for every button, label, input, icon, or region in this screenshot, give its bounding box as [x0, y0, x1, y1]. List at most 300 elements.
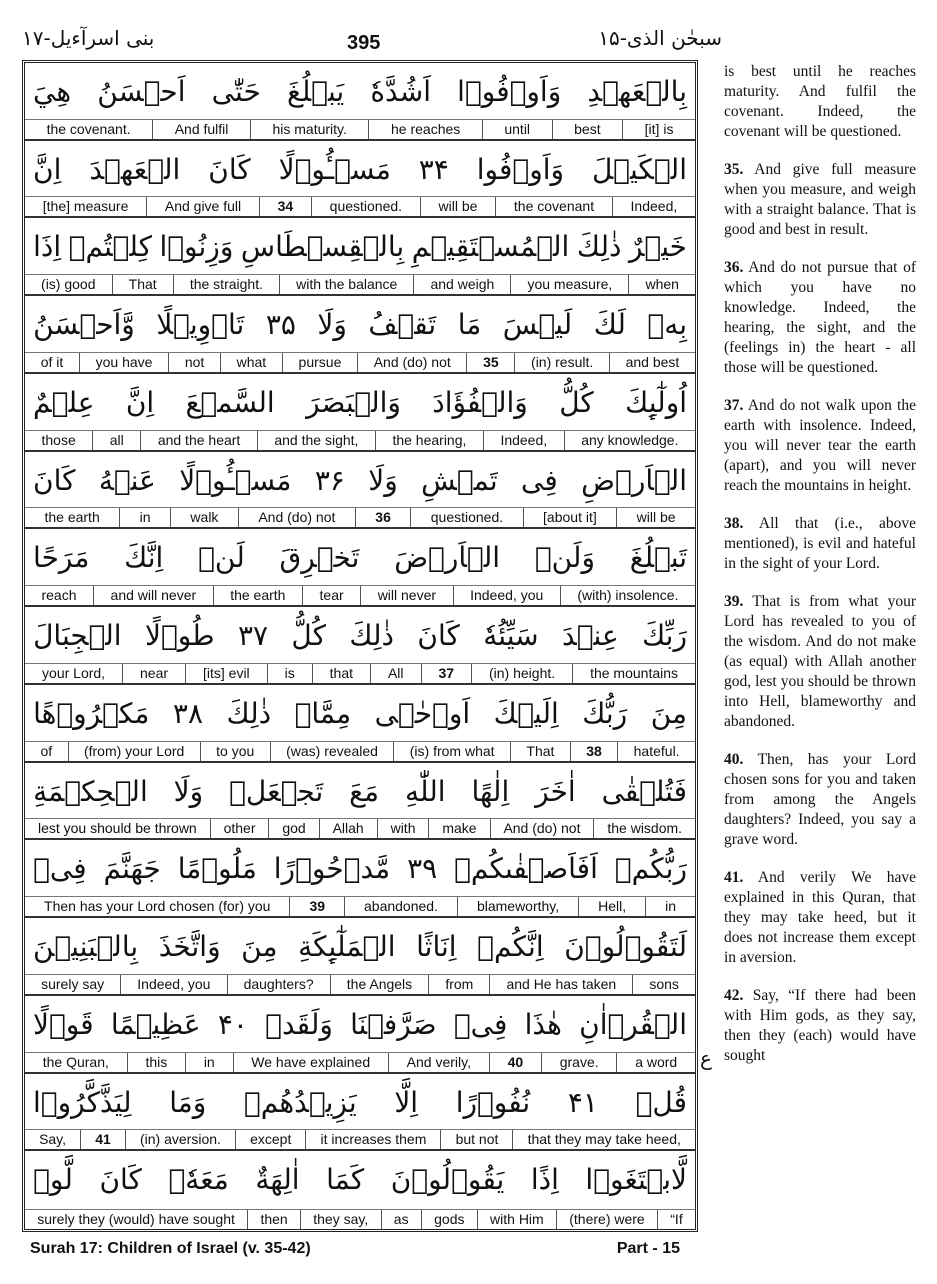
- word-translation: gods: [421, 1210, 477, 1229]
- arabic-word: تَقۡفُ: [368, 308, 437, 342]
- word-translation: the wisdom.: [593, 819, 695, 838]
- word-translation: to you: [200, 742, 270, 761]
- arabic-word: ذٰلِكَ: [576, 230, 622, 264]
- word-translation: as: [381, 1210, 421, 1229]
- arabic-word: اَفَاَصۡفٰٮكُمۡ: [454, 852, 598, 886]
- word-translation: any knowledge.: [564, 431, 695, 450]
- arabic-word: مَكۡرُوۡهًا: [33, 696, 150, 730]
- footer-surah-title: Surah 17: Children of Israel (v. 35-42): [30, 1240, 311, 1257]
- word-translation: abandoned.: [344, 897, 457, 916]
- word-translation: daughters?: [227, 975, 330, 994]
- word-translation: when: [628, 275, 695, 294]
- verse-row: [25, 452, 695, 530]
- word-translation: other: [210, 819, 269, 838]
- arabic-word: تَجۡعَلۡ: [229, 774, 324, 808]
- verse-translation-text: Say, “If there had been with Him gods, as they say, then they (each) would have sought: [724, 987, 917, 1064]
- arabic-word: مَا: [457, 308, 482, 342]
- arabic-word: ذٰلِكَ: [226, 696, 272, 730]
- word-translation-line: [25, 974, 695, 994]
- verse-translation-text: is best until he reaches maturity. And fulfil the covenant. Indeed, the covenant will be questioned.: [724, 63, 916, 140]
- arabic-word: كُلُّ: [291, 619, 326, 653]
- word-translation: (was) revealed: [270, 742, 394, 761]
- verse-translation: [724, 592, 916, 732]
- arabic-word: بِالۡقِسۡطَاسِ: [240, 230, 405, 264]
- arabic-word: كُلُّ: [559, 385, 594, 419]
- word-translation: and the sight,: [257, 431, 375, 450]
- arabic-line: [25, 996, 695, 1054]
- arabic-word: رَبُّكُمۡ: [614, 852, 687, 886]
- arabic-word: ۳۷: [237, 619, 269, 653]
- word-translation-line: [25, 818, 695, 838]
- word-translation: you have: [79, 353, 168, 372]
- word-translation: the hearing,: [375, 431, 483, 450]
- verse-translation: [724, 258, 916, 378]
- arabic-word: صَرَّفۡنَا: [350, 1007, 437, 1041]
- arabic-word: عَنۡهُ: [98, 463, 156, 497]
- word-translation: except: [235, 1130, 305, 1149]
- verse-translation-number: 39.: [724, 593, 744, 610]
- word-translation: and He has taken: [489, 975, 632, 994]
- arabic-word: لَتَقُوۡلُوۡنَ: [564, 930, 687, 964]
- verse-translation-text: That is from what your Lord has revealed to you of the wisdom. And do not make (as equal) with Allah another god, lest you should be thrown into Hell, blameworthy and abandoned.: [724, 593, 916, 730]
- arabic-line: [25, 63, 695, 121]
- arabic-line: [25, 529, 695, 587]
- arabic-word: عِنۡدَ: [562, 619, 619, 653]
- word-translation: god: [268, 819, 318, 838]
- arabic-line: [25, 374, 695, 432]
- arabic-line: [25, 218, 695, 276]
- word-translation: from: [428, 975, 489, 994]
- verse-row: [25, 763, 695, 841]
- arabic-word: جَهَنَّمَ: [103, 852, 161, 886]
- word-translation: the earth: [44, 509, 100, 526]
- verse-translation-text: And do not walk upon the earth with insolence. Indeed, you will never tear the earth (apart), and you will never reach the mountains in height.: [724, 397, 916, 494]
- arabic-word: اِذَا: [33, 230, 62, 264]
- arabic-word: فِى: [521, 463, 558, 497]
- word-translation: best: [552, 120, 623, 139]
- word-translation: and the heart: [140, 431, 257, 450]
- arabic-word: ۳۴: [418, 152, 449, 186]
- verse-row: [25, 996, 695, 1074]
- arabic-word: وَلَقَدۡ: [265, 1007, 333, 1041]
- word-translation: (there) were: [556, 1210, 657, 1229]
- arabic-word: اَوۡحٰۤى: [374, 696, 471, 730]
- verse-translation: [724, 514, 916, 574]
- arabic-word: ۳۵: [265, 308, 296, 342]
- verse-translation: [724, 986, 916, 1066]
- arabic-word: الۡكَيۡلَ: [591, 152, 687, 186]
- word-translation: (from) your Lord: [68, 742, 200, 761]
- arabic-word: يَبۡلُغَ: [286, 75, 345, 108]
- arabic-word: الۡقُرۡاٰنِ: [579, 1007, 687, 1041]
- arabic-word: ذٰلِكَ: [349, 619, 394, 653]
- arabic-line: [25, 918, 695, 976]
- word-translation-line: [25, 741, 695, 761]
- arabic-word: مَلُوۡمًا: [177, 852, 257, 886]
- arabic-word: هِيَ: [33, 75, 72, 108]
- word-translation: reach: [41, 587, 77, 604]
- arabic-word: الۡحِكۡمَةِ: [33, 774, 148, 808]
- word-translation: they say,: [300, 1210, 381, 1229]
- verse-number: 34: [259, 197, 311, 216]
- arabic-word: تَاۡوِيۡلًا: [156, 308, 245, 342]
- word-translation: hateful.: [617, 742, 695, 761]
- word-translation: surely say: [41, 975, 105, 992]
- arabic-word: اِنَّكَ: [124, 541, 164, 575]
- word-translation: (in) height.: [471, 664, 572, 683]
- word-translation: will be: [616, 508, 695, 527]
- arabic-word: اللّٰهِ: [404, 774, 446, 808]
- arabic-word: اَشُدَّهٗ: [370, 75, 431, 108]
- word-translation-line: [25, 507, 695, 527]
- verse-row: [25, 918, 695, 996]
- verse-row: [25, 685, 695, 763]
- verse-row: [25, 374, 695, 452]
- page-footer: [30, 1240, 680, 1266]
- arabic-word: اِنَّكُمۡ: [477, 930, 544, 964]
- word-translation: with the balance: [279, 275, 413, 294]
- arabic-word: اٰخَرَ: [535, 774, 576, 808]
- word-translation: this: [127, 1053, 185, 1072]
- arabic-word: لَيۡسَ: [502, 308, 573, 342]
- arabic-word: مَّدۡحُوۡرًا: [273, 852, 391, 886]
- arabic-word: مِنَ: [241, 930, 278, 964]
- word-translation: then: [247, 1210, 300, 1229]
- word-translation: a word: [616, 1053, 695, 1072]
- word-translation: near: [122, 664, 185, 683]
- arabic-word: اٰلِهَةٌ: [255, 1163, 300, 1197]
- arabic-word: الۡاَرۡضَ: [394, 541, 501, 575]
- arabic-word: وَلَا: [368, 463, 398, 497]
- arabic-word: اَحۡسَنُ: [97, 75, 186, 108]
- arabic-word: مَعَ: [349, 774, 380, 808]
- word-translation: walk: [170, 508, 238, 527]
- verse-row: [25, 1074, 695, 1152]
- arabic-line: [25, 1151, 695, 1209]
- verse-row: [25, 607, 695, 685]
- arabic-word: تَخۡرِقَ: [279, 541, 360, 575]
- verse-translation-number: 38.: [724, 515, 744, 532]
- word-translation: surely they (would) have sought: [37, 1210, 235, 1227]
- arabic-word: سَيِّئُهٗ: [483, 619, 539, 653]
- word-translation: what: [220, 353, 282, 372]
- footer-part: Part - 15: [616, 1240, 680, 1257]
- verse-translation: [724, 868, 916, 968]
- arabic-word: كَمَا: [326, 1163, 365, 1197]
- arabic-word: اِلَّا: [394, 1085, 419, 1119]
- word-translation: We have explained: [233, 1053, 388, 1072]
- word-translation: “If: [657, 1210, 695, 1229]
- arabic-word: قَوۡلًا: [33, 1007, 94, 1041]
- arabic-word: الۡمَلٰٓٮِٕكَةِ: [298, 930, 396, 964]
- word-translation: That: [112, 275, 173, 294]
- word-translation: And (do) not: [357, 353, 466, 372]
- word-translation: blameworthy,: [457, 897, 578, 916]
- verse-number: 40: [489, 1053, 541, 1072]
- arabic-word: ۳۶: [314, 463, 345, 497]
- arabic-word: طُوۡلًا: [145, 619, 215, 653]
- ruku-mark: ع: [700, 1046, 712, 1070]
- arabic-word: ۴۱: [567, 1085, 598, 1119]
- word-translation-line: [25, 1052, 695, 1072]
- translation-column: [724, 62, 916, 1084]
- word-translation: (is) good: [41, 276, 96, 293]
- arabic-word: مِمَّاۤ: [294, 696, 352, 730]
- word-translation: that: [312, 664, 370, 683]
- word-translation: questioned.: [311, 197, 420, 216]
- arabic-word: رَبِّكَ: [642, 619, 687, 653]
- arabic-word: كَانَ: [33, 463, 76, 497]
- arabic-word: كِلۡتُمۡ: [68, 230, 152, 264]
- verse-translation: [724, 160, 916, 240]
- word-translation-line: [25, 1129, 695, 1149]
- arabic-word: تَمۡشِ: [421, 463, 498, 497]
- arabic-word: نُفُوۡرًا: [455, 1085, 531, 1119]
- word-translation-line: [25, 1209, 695, 1229]
- header-surah-name: بنی اسرآءیل-۱۷: [22, 26, 155, 50]
- word-translation: And verily,: [388, 1053, 489, 1072]
- arabic-word: اِذًا: [530, 1163, 559, 1197]
- word-translation: is: [267, 664, 312, 683]
- word-translation: pursue: [282, 353, 357, 372]
- arabic-word: فِىۡ: [453, 1007, 508, 1041]
- word-translation: the straight.: [173, 275, 279, 294]
- arabic-word: بِالۡبَنِيۡنَ: [33, 930, 139, 964]
- arabic-word: وَزِنُوۡا: [159, 230, 234, 264]
- arabic-word: الۡمُسۡتَقِيۡمِ: [411, 230, 570, 264]
- word-translation: Indeed,: [483, 431, 564, 450]
- word-translation: grave.: [541, 1053, 616, 1072]
- word-translation: Indeed, you: [453, 586, 560, 605]
- verse-translation-number: 40.: [724, 751, 744, 768]
- arabic-word: اُولٰٓٮِٕكَ: [625, 385, 687, 419]
- arabic-word: مَرَحًا: [33, 541, 90, 575]
- arabic-word: لَّوۡ: [33, 1163, 73, 1197]
- word-translation: and will never: [93, 586, 213, 605]
- arabic-line: [25, 840, 695, 898]
- word-translation: sons: [632, 975, 695, 994]
- arabic-word: بِالۡعَهۡدِ: [587, 75, 687, 108]
- arabic-line: [25, 452, 695, 510]
- word-translation: And (do) not: [238, 508, 355, 527]
- word-translation: he reaches: [368, 120, 481, 139]
- arabic-word: وَاَوۡفُوۡا: [457, 75, 562, 108]
- verse-number: 36: [355, 508, 410, 527]
- arabic-word: وَاتَّخَذَ: [158, 930, 221, 964]
- arabic-word: وَاَوۡفُوا: [476, 152, 565, 186]
- arabic-word: الۡجِبَالَ: [33, 619, 122, 653]
- arabic-word: يَقُوۡلُوۡنَ: [390, 1163, 505, 1197]
- word-translation: with Him: [477, 1210, 556, 1229]
- word-translation-line: [25, 585, 695, 605]
- word-translation-line: [25, 274, 695, 294]
- arabic-word: حَتّٰى: [211, 75, 261, 108]
- word-translation: Allah: [319, 819, 377, 838]
- verse-translation: [724, 396, 916, 496]
- word-translation: and weigh: [413, 275, 510, 294]
- verse-translation-text: And give full measure when you measure, and weigh with a straight balance. That is good and best in result.: [724, 161, 916, 238]
- word-translation: but not: [440, 1130, 512, 1149]
- verse-translation-number: 42.: [724, 987, 744, 1004]
- word-translation: in: [645, 897, 695, 916]
- page-header: [22, 22, 722, 60]
- arabic-word: كَانَ: [99, 1163, 142, 1197]
- arabic-word: اِلَيۡكَ: [493, 696, 559, 730]
- verse-translation-number: 36.: [724, 259, 744, 276]
- word-translation: the covenant: [495, 197, 612, 216]
- word-translation: make: [428, 819, 489, 838]
- arabic-word: عِلۡمٌ: [33, 385, 95, 419]
- quran-text-box: [22, 60, 698, 1232]
- arabic-word: اِنَّ: [33, 152, 62, 186]
- arabic-word: يَزِيۡدُهُمۡ: [243, 1085, 357, 1119]
- verse-translation-text: All that (i.e., above mentioned), is evil and hateful in the sight of your Lord.: [724, 515, 916, 572]
- arabic-word: مَسۡـُٔوۡلًا: [179, 463, 292, 497]
- word-translation: [about it]: [523, 508, 617, 527]
- verse-number: 35: [466, 353, 514, 372]
- arabic-word: هٰذَا: [524, 1007, 562, 1041]
- arabic-word: وَالۡبَصَرَ: [306, 385, 401, 419]
- word-translation: the Quran,: [42, 1053, 109, 1070]
- arabic-word: فَتُلۡقٰى: [601, 774, 687, 808]
- verse-translation-number: 35.: [724, 161, 744, 178]
- verse-translation: [724, 62, 916, 142]
- word-translation: [it] is: [622, 120, 695, 139]
- word-translation: And (do) not: [490, 819, 594, 838]
- word-translation: That: [510, 742, 570, 761]
- arabic-word: عَظِيۡمًا: [110, 1007, 201, 1041]
- word-translation: All: [370, 664, 421, 683]
- word-translation: you measure,: [510, 275, 628, 294]
- word-translation: that they may take heed,: [512, 1130, 695, 1149]
- arabic-word: فِىۡ: [33, 852, 87, 886]
- word-translation: of: [40, 742, 53, 759]
- verse-translation-text: Then, has your Lord chosen sons for you and taken from among the Angels daughters? Indeed, you say a grave word.: [724, 751, 916, 848]
- word-translation: his maturity.: [250, 120, 369, 139]
- word-translation: Indeed,: [612, 197, 695, 216]
- word-translation-line: [25, 196, 695, 216]
- word-translation-line: [25, 119, 695, 139]
- verse-translation-number: 41.: [724, 869, 744, 886]
- arabic-word: قُلۡ: [635, 1085, 687, 1119]
- word-translation: it increases them: [305, 1130, 440, 1149]
- verse-translation-text: And verily We have explained in this Quran, that they may take heed, but it does not increase them except in aversion.: [724, 869, 916, 966]
- word-translation-line: [25, 352, 695, 372]
- arabic-word: مَسۡـُٔوۡلًا: [278, 152, 391, 186]
- arabic-word: وَّاَحۡسَنُ: [33, 308, 135, 342]
- arabic-word: وَلَا: [317, 308, 347, 342]
- word-translation: the earth: [213, 586, 302, 605]
- arabic-word: الۡعَهۡدَ: [89, 152, 181, 186]
- arabic-word: ۴۰: [217, 1007, 248, 1041]
- arabic-line: [25, 685, 695, 743]
- word-translation: the covenant.: [46, 120, 131, 137]
- arabic-word: اِنَّ: [125, 385, 155, 419]
- verse-row: [25, 529, 695, 607]
- verse-row: [25, 141, 695, 219]
- word-translation: Say,: [39, 1131, 67, 1148]
- word-translation: [the] measure: [42, 198, 129, 215]
- word-translation: will be: [420, 197, 495, 216]
- word-translation: Hell,: [578, 897, 645, 916]
- word-translation: lest you should be thrown: [37, 820, 197, 837]
- word-translation: in: [185, 1053, 232, 1072]
- word-translation: the mountains: [572, 664, 695, 683]
- arabic-word: وَمَا: [169, 1085, 207, 1119]
- word-translation: in: [119, 508, 170, 527]
- arabic-word: تَبۡلُغَ: [629, 541, 687, 575]
- word-translation: And give full: [146, 197, 259, 216]
- arabic-line: [25, 141, 695, 199]
- arabic-word: كَانَ: [417, 619, 460, 653]
- word-translation: questioned.: [410, 508, 522, 527]
- verse-row: [25, 63, 695, 141]
- verse-number: 38: [570, 742, 617, 761]
- arabic-word: خَيۡرٌ: [628, 230, 687, 264]
- header-juz-name: سبحٰن الذی-۱۵: [598, 26, 722, 50]
- word-translation: not: [168, 353, 220, 372]
- word-translation: (is) from what: [393, 742, 510, 761]
- arabic-line: [25, 296, 695, 354]
- word-translation: until: [482, 120, 552, 139]
- arabic-word: ۳۸: [172, 696, 203, 730]
- verse-row: [25, 218, 695, 296]
- arabic-word: لِيَذَّكَّرُوۡا: [33, 1085, 132, 1119]
- arabic-line: [25, 1074, 695, 1132]
- word-translation-line: [25, 663, 695, 683]
- word-translation: Then has your Lord chosen (for) you: [44, 898, 271, 915]
- arabic-word: بِهٖ: [647, 308, 687, 342]
- word-translation: (in) result.: [514, 353, 609, 372]
- word-translation: and best: [609, 353, 695, 372]
- verse-number: 39: [289, 897, 344, 916]
- word-translation: (with) insolence.: [560, 586, 695, 605]
- word-translation: And fulfil: [152, 120, 250, 139]
- word-translation: of it: [40, 353, 64, 370]
- word-translation: the Angels: [330, 975, 429, 994]
- arabic-word: رَبُّكَ: [582, 696, 628, 730]
- word-translation: with: [377, 819, 429, 838]
- word-translation: all: [92, 431, 140, 450]
- arabic-word: لَنۡ: [198, 541, 245, 575]
- arabic-word: مَعَهٗۤ: [168, 1163, 229, 1197]
- arabic-word: لَّابۡتَغَوۡا: [585, 1163, 687, 1197]
- word-translation-line: [25, 430, 695, 450]
- page-number: 395: [347, 32, 381, 54]
- arabic-word: اِنَاثًا: [416, 930, 457, 964]
- word-translation-line: [25, 896, 695, 916]
- verse-row: [25, 1151, 695, 1229]
- verse-number: 37: [421, 664, 472, 683]
- arabic-line: [25, 607, 695, 665]
- arabic-word: ۳۹: [407, 852, 438, 886]
- arabic-word: لَكَ: [593, 308, 626, 342]
- word-translation: your Lord,: [42, 664, 106, 681]
- verse-row: [25, 296, 695, 374]
- arabic-word: وَلَنۡ: [534, 541, 595, 575]
- arabic-word: وَلَا: [173, 774, 204, 808]
- word-translation: [its] evil: [185, 664, 267, 683]
- arabic-word: السَّمۡعَ: [185, 385, 275, 419]
- verse-translation: [724, 750, 916, 850]
- verse-number: 41: [80, 1130, 125, 1149]
- word-translation: will never: [360, 586, 452, 605]
- word-translation: tear: [302, 586, 360, 605]
- arabic-word: وَالۡفُؤَادَ: [432, 385, 528, 419]
- arabic-word: مِنَ: [650, 696, 687, 730]
- word-translation: those: [41, 431, 76, 448]
- arabic-line: [25, 763, 695, 821]
